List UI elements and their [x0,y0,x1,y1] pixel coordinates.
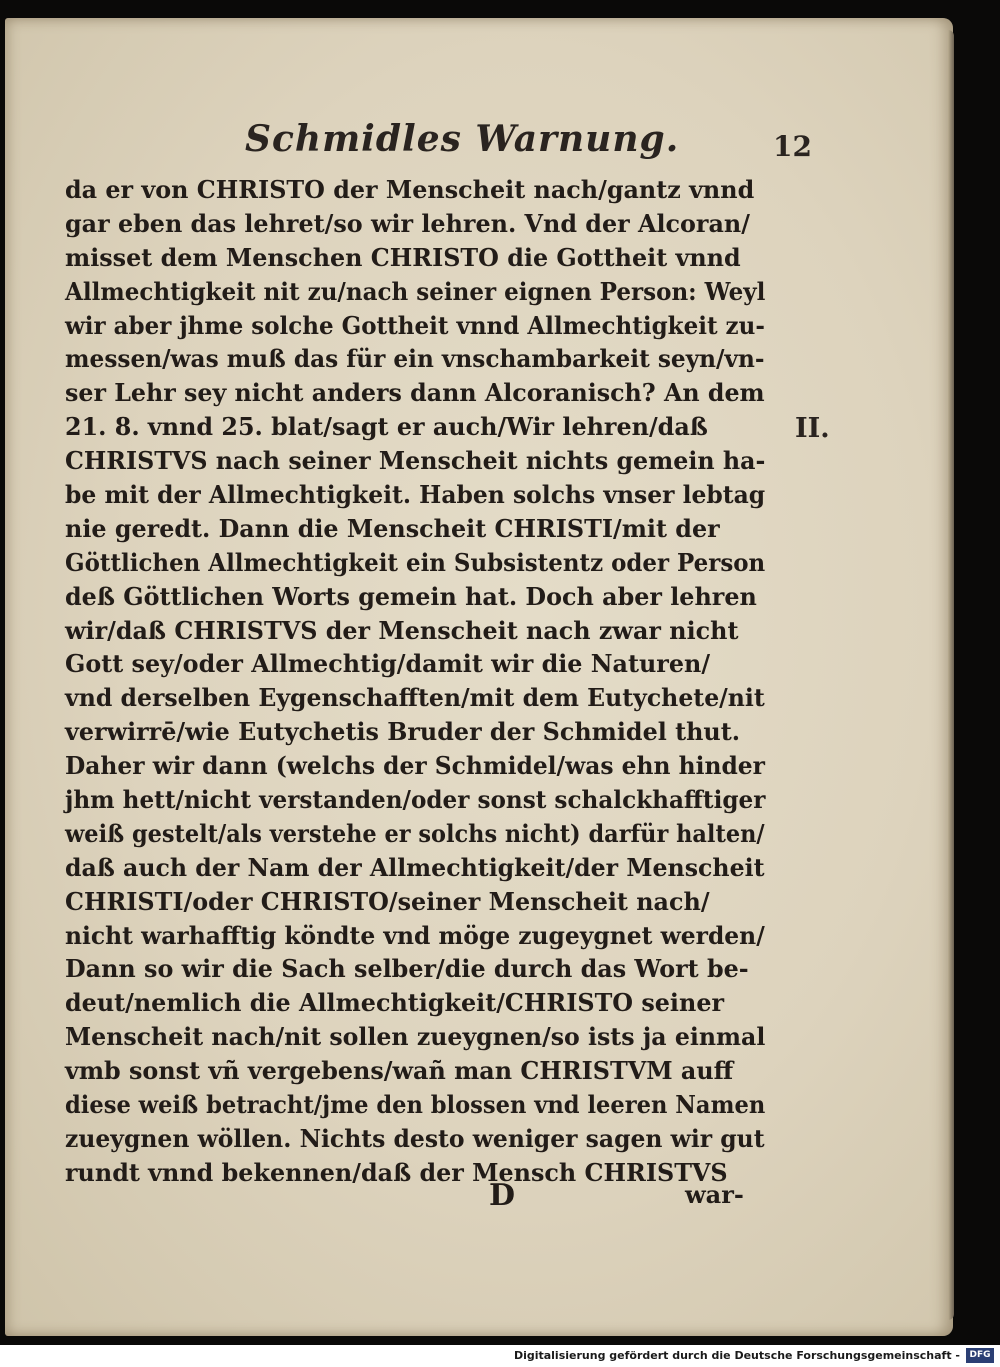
running-header: Schmidles Warnung. [245,118,680,160]
page-number: 12 [773,130,812,163]
funding-notice: Digitalisierung gefördert durch die Deutsche Forschungsgemeinschaft - [513,1349,960,1362]
text-line: Daher wir dann (welchs der Schmidel/was ehn hinder [65,751,765,781]
text-line: da er von CHRISTO der Menscheit nach/gantz vnnd [65,175,755,204]
text-line: Göttlichen Allmechtigkeit ein Subsistentz oder Person [65,547,766,577]
text-line: deut/nemlich die Allmechtigkeit/CHRISTO seiner [65,988,725,1018]
text-line: zueygnen wöllen. Nichts desto weniger sagen wir gut [65,1123,765,1153]
text-line: nicht warhafftig köndte vnd möge zugeygnet werden/ [65,920,765,950]
text-line: vnd derselben Eygenschafften/mit dem Eutychete/nit [65,683,765,713]
text-line: nie geredt. Dann die Menscheit CHRISTI/mit der [65,513,720,543]
text-line: be mit der Allmechtigkeit. Haben solchs vnser lebtag [65,480,766,510]
text-line: vmb sonst vñ vergebens/wañ man CHRISTVM auff [65,1056,734,1086]
margin-note: II. [795,413,830,444]
book-page [5,18,953,1336]
text-line: weiß gestelt/als verstehe er solchs nicht) darfür halten/ [65,818,765,848]
text-line: ser Lehr sey nicht anders dann Alcoranisch? An dem [65,378,765,408]
text-line: daß auch der Nam der Allmechtigkeit/der Menscheit [65,852,765,882]
text-line: misset dem Menschen CHRISTO die Gottheit vnnd [65,242,741,272]
text-line: 21. 8. vnnd 25. blat/sagt er auch/Wir lehren/daß [65,412,708,442]
text-line: Allmechtigkeit nit zu/nach seiner eignen Person: Weyl [65,276,766,306]
signature-mark: D [489,1178,516,1213]
catchword: war- [685,1180,744,1209]
text-line: verwirrē/wie Eutychetis Bruder der Schmidel thut. [65,717,741,747]
text-line: wir aber jhme solche Gottheit vnnd Allmechtigkeit zu- [65,310,765,340]
dfg-logo: DFG [966,1348,994,1363]
text-line: CHRISTVS nach seiner Menscheit nichts gemein ha- [65,446,766,476]
text-line: messen/was muß das für ein vnschambarkeit seyn/vn- [65,344,765,374]
text-line: jhm hett/nicht verstanden/oder sonst schalckhafftiger [65,785,766,815]
text-line: deß Göttlichen Worts gemein hat. Doch aber lehren [65,581,757,611]
text-line: Dann so wir die Sach selber/die durch das Wort be- [65,954,749,984]
body-text [65,173,770,1190]
text-line: rundt vnnd bekennen/daß der Mensch CHRISTVS [65,1157,728,1187]
text-line: diese weiß betracht/jme den blossen vnd leeren Namen [65,1090,766,1120]
footer-bar [0,1345,1000,1367]
page-edge [948,30,954,1320]
text-line: Menscheit nach/nit sollen zueygnen/so ists ja einmal [65,1022,766,1052]
text-line: gar eben das lehret/so wir lehren. Vnd der Alcoran/ [65,208,750,238]
text-line: Gott sey/oder Allmechtig/damit wir die Naturen/ [65,649,711,679]
text-line: wir/daß CHRISTVS der Menscheit nach zwar nicht [65,615,739,645]
text-line: CHRISTI/oder CHRISTO/seiner Menscheit nach/ [65,886,710,916]
